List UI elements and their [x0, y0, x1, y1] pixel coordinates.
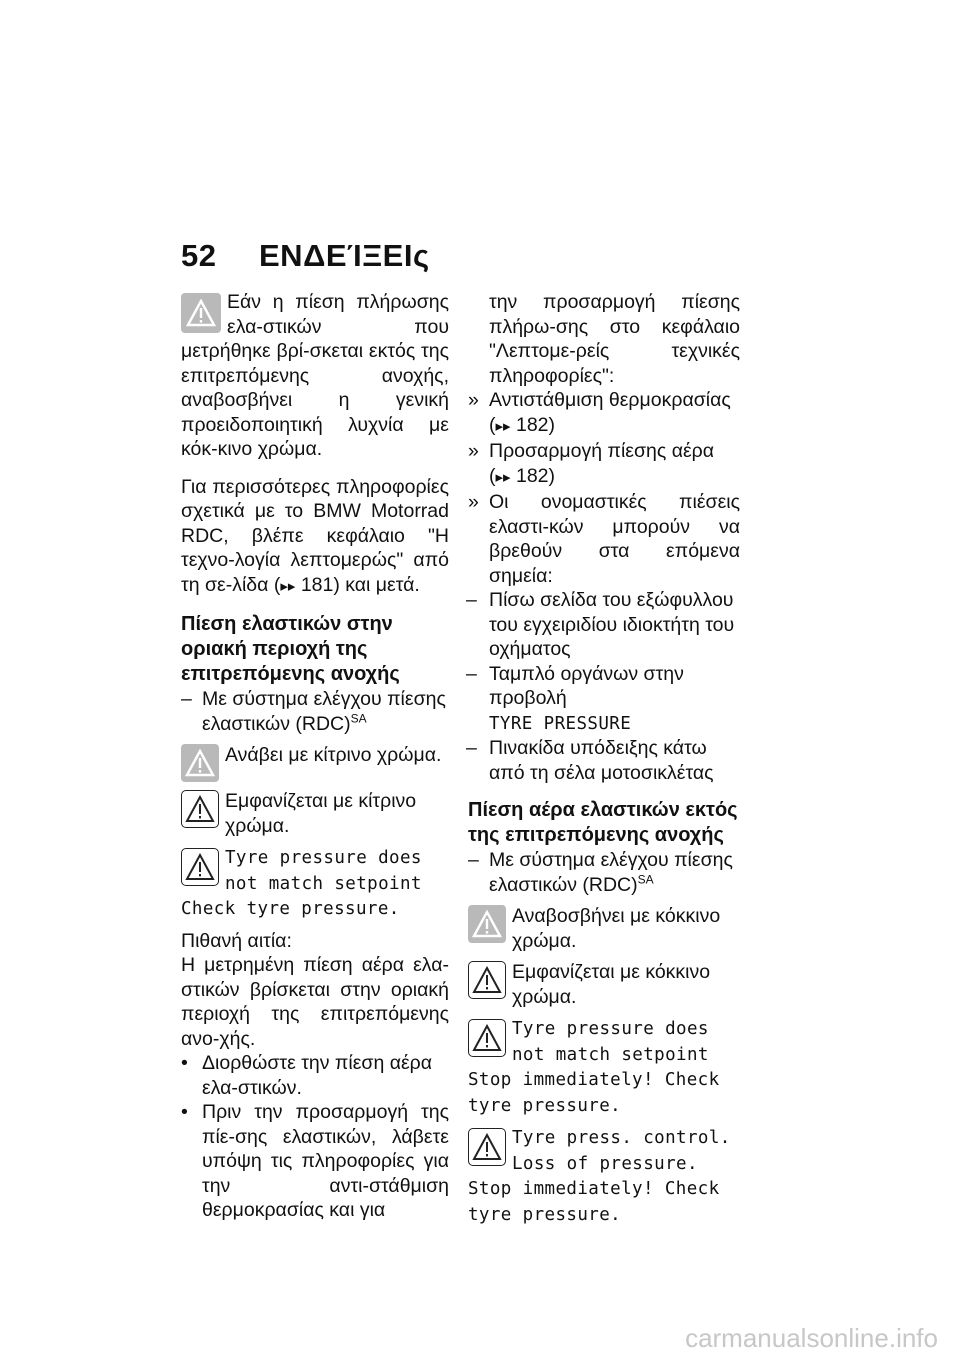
list-item [468, 662, 740, 737]
bullet-text: Διορθώστε την πίεση αέρα ελα-στικών. [202, 1052, 433, 1099]
display-msg-text: Check tyre pressure. [181, 899, 400, 919]
display-msg-text: Stop immediately! Check tyre pressure. [468, 1070, 720, 1116]
display-msg-text: Tyre pressure does not match setpoint [512, 1019, 709, 1065]
display-warning-icon [468, 1019, 506, 1057]
warning-paragraph [181, 290, 449, 462]
page-ref-arrow-icon: ▸▸ [280, 577, 296, 595]
display-warning-icon [181, 790, 219, 828]
dash-item-text: Με σύστημα ελέγχου πίεσης ελαστικών (RDC) [489, 849, 733, 896]
display-message-2 [468, 1016, 740, 1118]
info-tail: ) και μετά. [333, 573, 420, 596]
bullet-marker: • [181, 1101, 188, 1123]
list-item [181, 687, 449, 736]
dash-item-text: Με σύστημα ελέγχου πίεσης ελαστικών (RDC) [202, 688, 446, 735]
dash-marker: – [466, 737, 477, 759]
sub-item-text: Πίσω σελίδα του εξώφυλλου του εγχειριδίου ιδιοκτήτη του οχήματος [489, 589, 735, 660]
sub-item-text: Ταμπλό οργάνων στην προβολή [489, 662, 684, 709]
right-column [468, 290, 740, 1227]
yellow-appears-text: Εμφανίζεται με κίτρινο χρώμα. [225, 790, 417, 837]
cause-label: Πιθανή αιτία: [181, 929, 292, 952]
ref-marker: » [468, 440, 479, 462]
continued-text: την προσαρμογή πίεσης πλήρω-σης στο κεφάλαιο "Λεπτομε-ρείς τεχνικές πληροφορίες": [489, 291, 740, 387]
yellow-lights-text: Ανάβει με κίτρινο χρώμα. [225, 744, 442, 766]
warning-lamp-icon [181, 744, 219, 782]
sa-superscript: SA [350, 711, 367, 725]
ref-marker: » [468, 491, 479, 513]
section-heading-outside: Πίεση αέρα ελαστικών εκτός της επιτρεπόμενης ανοχής [468, 799, 738, 846]
dash-marker: – [468, 849, 479, 871]
ref-item-text: Αντιστάθμιση θερμοκρασίας [489, 389, 731, 411]
ref-marker: » [468, 389, 479, 411]
red-flashes-text: Αναβοσβήνει με κόκκινο χρώμα. [512, 905, 721, 952]
list-item [181, 1051, 449, 1100]
display-message-1 [181, 845, 449, 922]
red-appears-text: Εμφανίζεται με κόκκινο χρώμα. [512, 961, 711, 1008]
list-item [468, 736, 740, 785]
dash-marker: – [466, 589, 477, 611]
warning-lamp-icon [468, 905, 506, 943]
list-item [181, 1100, 449, 1223]
display-warning-icon [181, 848, 219, 886]
info-page-ref[interactable]: 181 [300, 573, 334, 596]
list-item: » Προσαρμογή πίεσης αέρα (▸▸ 182) [468, 439, 740, 490]
display-msg-text: Tyre press. control. Loss of pressure. [512, 1128, 731, 1174]
page-number: 52 [181, 238, 217, 273]
red-display-row [468, 960, 740, 1009]
section-heading-limit: Πίεση ελαστικών στην οριακή περιοχή της επιτρεπόμενης ανοχής [181, 613, 400, 685]
list-item [468, 848, 740, 897]
cause-text: Η μετρημένη πίεση αέρα ελα-στικών βρίσκεται στην οριακή περιοχή της επιτρεπόμενης ανο-χής. [181, 954, 449, 1050]
display-warning-icon [468, 961, 506, 999]
watermark: carmanualsonline.info [685, 1323, 938, 1353]
sa-superscript: SA [637, 872, 654, 886]
ref-item-text: Οι ονομαστικές πιέσεις ελαστι-κών μπορούν να βρεθούν στα επόμενα σημεία: [489, 491, 740, 587]
page-ref-arrow-icon: ▸▸ [495, 417, 511, 435]
yellow-display-row [181, 789, 449, 838]
left-column [181, 290, 449, 1223]
bullet-text: Πριν την προσαρμογή της πίε-σης ελαστικών, λάβετε υπόψη τις πληροφορίες για την αντι-στάθμιση θερμοκρασίας και για [202, 1101, 449, 1221]
ref-item-text: Προσαρμογή πίεσης αέρα [489, 440, 715, 462]
sub-item-text: Πινακίδα υπόδειξης κάτω από τη σέλα μοτοσικλέτας [489, 737, 714, 784]
warning-text: Εάν η πίεση πλήρωσης ελα-στικών που μετρήθηκε βρί-σκεται εκτός της επιτρεπόμενης ανοχής, αναβοσβήνει η γενική προειδοποιητική λυχνία με κόκ-κινο χρώμα. [181, 291, 449, 460]
page-ref[interactable]: 182 [515, 413, 549, 436]
info-text: Για περισσότερες πληροφορίες σχετικά με το BMW Motorrad RDC, βλέπε κεφάλαιο "Η τεχνο-λογία λεπτομερώς" από τη σε-λίδα [181, 475, 449, 596]
list-item [468, 588, 740, 662]
info-paragraph: Για περισσότερες πληροφορίες σχετικά με το BMW Motorrad RDC, βλέπε κεφάλαιο "Η τεχνο-λογία λεπτομερώς" από τη σε-λίδα (▸▸ 181) και μετά. [181, 475, 449, 600]
dash-marker: – [466, 662, 477, 685]
list-item: » Αντιστάθμιση θερμοκρασίας (▸▸ 182) [468, 388, 740, 439]
display-msg-text: TYRE PRESSURE [489, 713, 632, 734]
bullet-marker: • [181, 1052, 188, 1074]
page-ref[interactable]: 182 [515, 464, 549, 487]
page-ref-arrow-icon: ▸▸ [495, 468, 511, 486]
yellow-lamp-row [181, 743, 449, 782]
list-item [468, 490, 740, 588]
display-msg-text: Tyre pressure does not match setpoint [225, 848, 422, 894]
chapter-title: ΕΝΔΕΊΞΕΙς [259, 238, 430, 273]
display-message-3 [468, 1125, 740, 1227]
display-warning-icon [468, 1128, 506, 1166]
page-header [181, 238, 430, 274]
dash-marker: – [181, 688, 192, 710]
warning-triangle-icon [181, 293, 221, 333]
display-msg-text: Stop immediately! Check tyre pressure. [468, 1179, 720, 1225]
red-lamp-row [468, 904, 740, 953]
